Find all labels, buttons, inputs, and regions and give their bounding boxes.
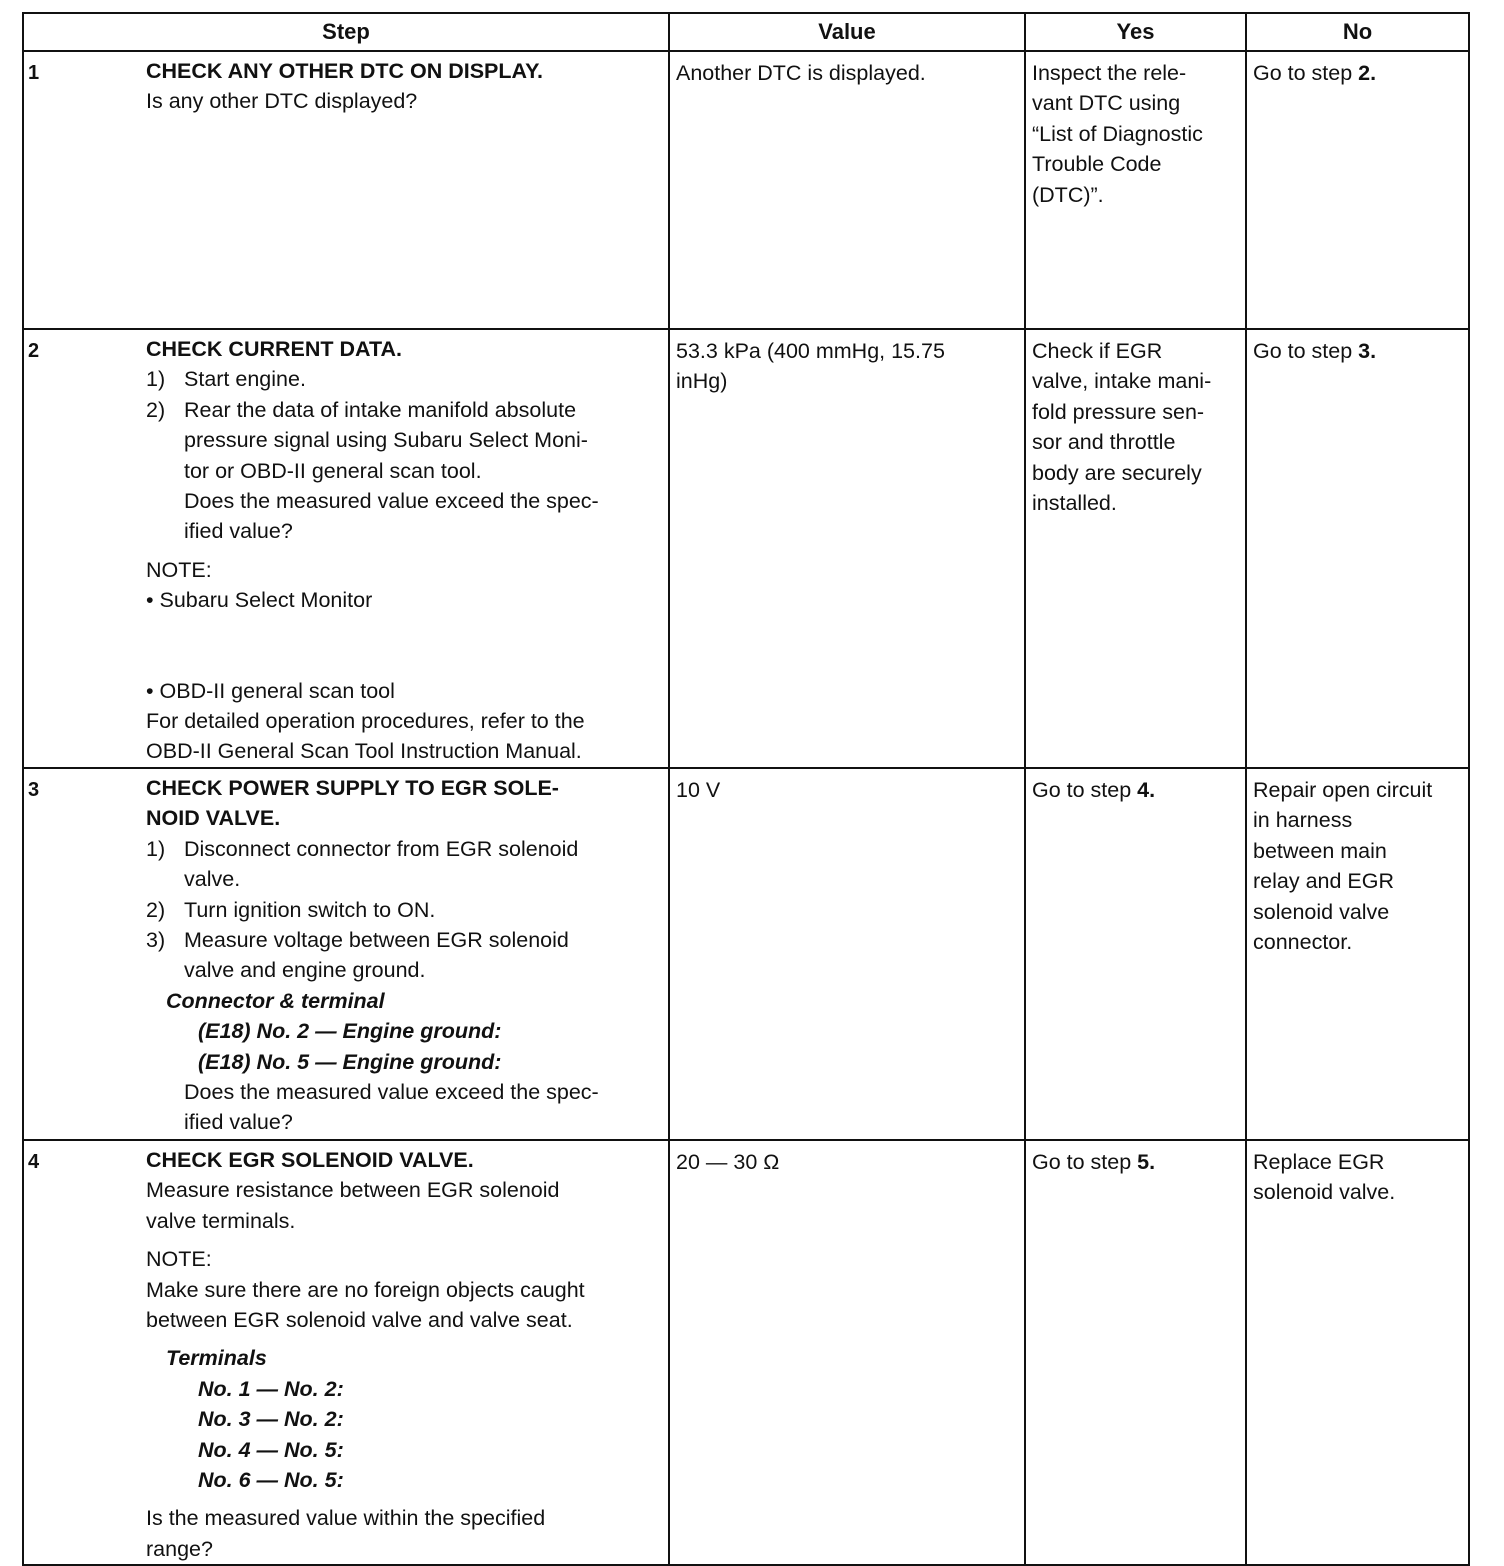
note-label: NOTE: — [146, 1247, 212, 1272]
step-text: Does the measured value exceed the spec- — [184, 1079, 599, 1104]
no-line: relay and EGR — [1253, 869, 1395, 894]
yes-cell — [1025, 329, 1246, 768]
no-line: Repair open circuit — [1253, 777, 1433, 802]
spec-label: Connector & terminal — [166, 988, 385, 1013]
note-label: NOTE: — [146, 557, 212, 582]
step-text: tor or OBD-II general scan tool. — [184, 458, 482, 483]
note-text: between EGR solenoid valve and valve seat. — [146, 1307, 573, 1332]
no-cell — [1246, 1140, 1469, 1565]
step-title: CHECK EGR SOLENOID VALVE. — [146, 1147, 474, 1172]
no-line: solenoid valve — [1253, 899, 1390, 924]
no-step-ref: 3. — [1358, 339, 1377, 363]
step-text: ified value? — [184, 519, 293, 544]
spec-terminal: No. 4 — No. 5: — [198, 1437, 344, 1462]
yes-cell — [1025, 51, 1246, 329]
value-text: 20 — 30 Ω — [676, 1149, 780, 1174]
header-value: Value — [669, 13, 1025, 51]
yes-line: “List of Diagnostic — [1032, 121, 1203, 146]
yes-line: vant DTC using — [1032, 91, 1181, 116]
step-cell — [146, 329, 669, 768]
step-cell — [146, 768, 669, 1140]
no-step-ref: 2. — [1358, 61, 1377, 85]
step-number: 2 — [23, 329, 146, 768]
yes-line: fold pressure sen- — [1032, 399, 1205, 424]
table-row — [23, 51, 1469, 329]
step-text: OBD-II General Scan Tool Instruction Manual. — [146, 739, 582, 764]
yes-line: body are securely — [1032, 460, 1202, 485]
diagnostic-table — [22, 12, 1470, 1566]
value-cell — [669, 1140, 1025, 1565]
value-text: inHg) — [676, 369, 728, 394]
yes-prefix: Go to step — [1032, 1149, 1138, 1174]
list-item: 2) Rear the data of intake manifold absolute — [146, 397, 577, 422]
list-item: 2) Turn ignition switch to ON. — [146, 897, 436, 922]
yes-line: valve, intake mani- — [1032, 369, 1212, 394]
yes-line: (DTC)”. — [1032, 182, 1104, 207]
value-cell — [669, 51, 1025, 329]
step-title: CHECK POWER SUPPLY TO EGR SOLE- — [146, 775, 559, 800]
yes-step-ref: 4. — [1137, 777, 1156, 802]
yes-step-ref: 5. — [1137, 1149, 1156, 1174]
yes-line: sor and throttle — [1032, 430, 1176, 455]
spec-terminal: No. 3 — No. 2: — [198, 1407, 344, 1432]
yes-cell — [1025, 1140, 1246, 1565]
header-yes: Yes — [1025, 13, 1246, 51]
yes-line: Check if EGR — [1032, 339, 1163, 363]
value-text: Another DTC is displayed. — [676, 61, 926, 85]
header-no: No — [1246, 13, 1469, 51]
no-line: solenoid valve. — [1253, 1180, 1396, 1205]
spec-terminal: No. 6 — No. 5: — [198, 1467, 344, 1492]
table-row — [23, 1140, 1469, 1565]
step-text: valve and engine ground. — [184, 958, 426, 983]
header-step: Step — [23, 13, 669, 51]
header-row — [23, 13, 1469, 51]
spec-terminal: (E18) No. 5 — Engine ground: — [198, 1049, 502, 1074]
step-title: CHECK ANY OTHER DTC ON DISPLAY. — [146, 59, 544, 83]
list-item: 3) Measure voltage between EGR solenoid — [146, 927, 569, 952]
spec-terminal: (E18) No. 2 — Engine ground: — [198, 1019, 502, 1044]
no-cell — [1246, 51, 1469, 329]
step-title: CHECK CURRENT DATA. — [146, 337, 402, 361]
note-bullet: • Subaru Select Monitor — [146, 588, 373, 613]
yes-line: Trouble Code — [1032, 152, 1162, 177]
step-text: valve terminals. — [146, 1208, 296, 1233]
step-number: 4 — [23, 1140, 146, 1565]
step-number: 1 — [23, 51, 146, 329]
step-text: For detailed operation procedures, refer to the — [146, 709, 585, 734]
value-text: 53.3 kPa (400 mmHg, 15.75 — [676, 339, 945, 363]
step-cell — [146, 51, 669, 329]
value-cell — [669, 329, 1025, 768]
yes-prefix: Go to step — [1032, 777, 1138, 802]
step-question: Is any other DTC displayed? — [146, 89, 418, 114]
list-item: 1) Start engine. — [146, 367, 306, 392]
no-prefix: Go to step — [1253, 339, 1359, 363]
step-question: Is the measured value within the specified — [146, 1506, 546, 1531]
no-line: connector. — [1253, 929, 1353, 954]
no-cell — [1246, 329, 1469, 768]
yes-line: Inspect the rele- — [1032, 61, 1187, 85]
step-title: NOID VALVE. — [146, 806, 281, 831]
no-line: in harness — [1253, 808, 1353, 833]
spec-label: Terminals — [166, 1346, 267, 1371]
yes-line: installed. — [1032, 491, 1117, 516]
spec-terminal: No. 1 — No. 2: — [198, 1376, 344, 1401]
step-text: Does the measured value exceed the spec- — [184, 489, 599, 514]
step-text: pressure signal using Subaru Select Moni- — [184, 428, 588, 453]
list-item: 1) Disconnect connector from EGR solenoid — [146, 836, 579, 861]
step-cell — [146, 1140, 669, 1565]
step-number: 3 — [23, 768, 146, 1140]
step-text: ified value? — [184, 1110, 293, 1135]
value-text: 10 V — [676, 777, 721, 802]
step-question: range? — [146, 1536, 213, 1561]
note-bullet: • OBD-II general scan tool — [146, 678, 395, 703]
yes-cell — [1025, 768, 1246, 1140]
no-cell — [1246, 768, 1469, 1140]
value-cell — [669, 768, 1025, 1140]
table-row — [23, 768, 1469, 1140]
no-line: between main — [1253, 838, 1387, 863]
table-row — [23, 329, 1469, 768]
step-text: valve. — [184, 867, 241, 892]
no-line: Replace EGR — [1253, 1149, 1385, 1174]
step-text: Measure resistance between EGR solenoid — [146, 1178, 560, 1203]
note-text: Make sure there are no foreign objects caught — [146, 1277, 585, 1302]
no-prefix: Go to step — [1253, 61, 1359, 85]
